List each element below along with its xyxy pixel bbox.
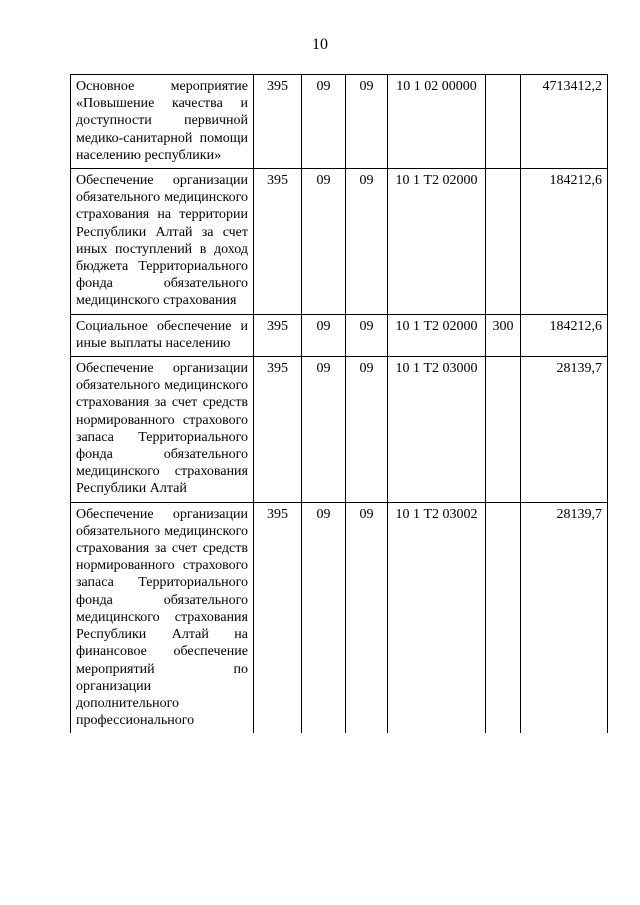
amount: 184212,6 (521, 169, 608, 315)
row-name: Обеспечение организации обязательного медицинского страхования за счет средств нормированного страхового запаса Территориального фонда обязательного медицинского страхования Республики Алтай (71, 357, 254, 503)
budget-table (70, 74, 608, 733)
admin-code: 395 (254, 502, 302, 733)
section-code: 09 (302, 314, 346, 356)
row-name: Социальное обеспечение и иные выплаты населению (71, 314, 254, 356)
admin-code: 395 (254, 75, 302, 169)
row-name: Обеспечение организации обязательного медицинского страхования за счет средств нормированного страхового запаса Территориального фонда обязательного медицинского страхования Республики Алтай на финансовое обеспечение мероприятий по организации дополнительного профессионального (71, 502, 254, 733)
table-row (71, 169, 608, 315)
admin-code: 395 (254, 357, 302, 503)
expense-type-code (486, 502, 521, 733)
subsection-code: 09 (346, 169, 388, 315)
table-row (71, 75, 608, 169)
section-code: 09 (302, 357, 346, 503)
amount: 28139,7 (521, 357, 608, 503)
target-code: 10 1 Т2 03000 (388, 357, 486, 503)
subsection-code: 09 (346, 75, 388, 169)
amount: 184212,6 (521, 314, 608, 356)
section-code: 09 (302, 75, 346, 169)
target-code: 10 1 Т2 02000 (388, 314, 486, 356)
admin-code: 395 (254, 169, 302, 315)
table-row (71, 314, 608, 356)
admin-code: 395 (254, 314, 302, 356)
section-code: 09 (302, 502, 346, 733)
row-name: Обеспечение организации обязательного медицинского страхования на территории Республики Алтай за счет иных поступлений в доход бюджета Территориального фонда обязательного медицинского страхования (71, 169, 254, 315)
page-number: 10 (312, 36, 328, 53)
target-code: 10 1 Т2 03002 (388, 502, 486, 733)
expense-type-code (486, 169, 521, 315)
amount: 28139,7 (521, 502, 608, 733)
table-row (71, 357, 608, 503)
expense-type-code (486, 75, 521, 169)
expense-type-code: 300 (486, 314, 521, 356)
subsection-code: 09 (346, 314, 388, 356)
amount: 4713412,2 (521, 75, 608, 169)
subsection-code: 09 (346, 502, 388, 733)
section-code: 09 (302, 169, 346, 315)
row-name: Основное мероприятие «Повышение качества и доступности первичной медико-санитарной помощи населению республики» (71, 75, 254, 169)
expense-type-code (486, 357, 521, 503)
target-code: 10 1 02 00000 (388, 75, 486, 169)
table-row (71, 502, 608, 733)
subsection-code: 09 (346, 357, 388, 503)
target-code: 10 1 Т2 02000 (388, 169, 486, 315)
